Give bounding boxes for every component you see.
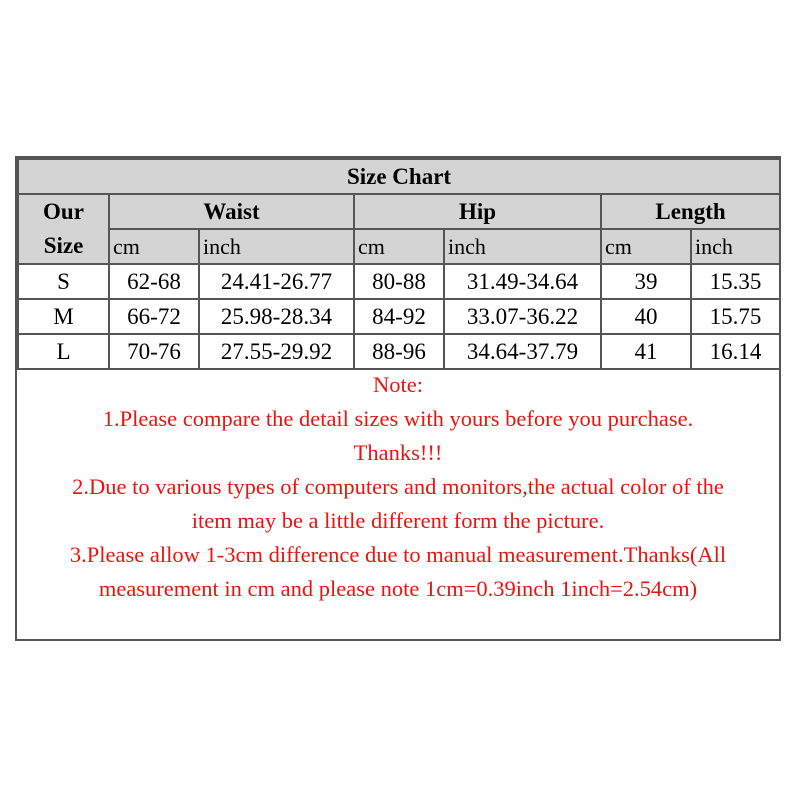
size-chart-box bbox=[15, 156, 781, 641]
waist-inch-cell: 25.98-28.34 bbox=[199, 299, 354, 334]
table-row bbox=[18, 264, 780, 299]
our-label: Our bbox=[43, 199, 84, 224]
waist-inch-header: inch bbox=[199, 229, 354, 264]
note-line: measurement in cm and please note 1cm=0.39inch 1inch=2.54cm) bbox=[98, 576, 698, 601]
waist-cm-header: cm bbox=[109, 229, 199, 264]
note-line: 2.Due to various types of computers and monitors,the actual color of the bbox=[72, 474, 724, 499]
size-cell: M bbox=[18, 299, 109, 334]
hip-header: Hip bbox=[354, 194, 601, 229]
hip-cm-cell: 88-96 bbox=[354, 334, 444, 369]
length-cm-cell: 41 bbox=[601, 334, 691, 369]
hip-inch-cell: 33.07-36.22 bbox=[444, 299, 601, 334]
table-row bbox=[18, 334, 780, 369]
hip-inch-header: inch bbox=[444, 229, 601, 264]
note-line: 3.Please allow 1-3cm difference due to manual measurement.Thanks(All bbox=[69, 542, 727, 567]
note-line: Thanks!!! bbox=[353, 440, 443, 465]
hip-inch-cell: 31.49-34.64 bbox=[444, 264, 601, 299]
length-cm-cell: 39 bbox=[601, 264, 691, 299]
waist-cm-cell: 70-76 bbox=[109, 334, 199, 369]
length-header: Length bbox=[601, 194, 780, 229]
hip-cm-header: cm bbox=[354, 229, 444, 264]
waist-cm-cell: 66-72 bbox=[109, 299, 199, 334]
length-inch-cell: 15.35 bbox=[691, 264, 780, 299]
length-cm-header: cm bbox=[601, 229, 691, 264]
hip-inch-cell: 34.64-37.79 bbox=[444, 334, 601, 369]
note-line: 1.Please compare the detail sizes with yours before you purchase. bbox=[102, 406, 694, 431]
length-inch-cell: 16.14 bbox=[691, 334, 780, 369]
length-inch-cell: 15.75 bbox=[691, 299, 780, 334]
waist-inch-cell: 24.41-26.77 bbox=[199, 264, 354, 299]
size-label: Size bbox=[43, 233, 84, 258]
chart-title: Size Chart bbox=[18, 159, 780, 194]
note-heading: Note: bbox=[373, 372, 423, 397]
hip-cm-cell: 84-92 bbox=[354, 299, 444, 334]
notes-section bbox=[17, 368, 779, 639]
size-cell: L bbox=[18, 334, 109, 369]
waist-header: Waist bbox=[109, 194, 354, 229]
hip-cm-cell: 80-88 bbox=[354, 264, 444, 299]
size-cell: S bbox=[18, 264, 109, 299]
size-chart-table bbox=[17, 158, 781, 370]
length-cm-cell: 40 bbox=[601, 299, 691, 334]
note-line: item may be a little different form the picture. bbox=[191, 508, 605, 533]
waist-inch-cell: 27.55-29.92 bbox=[199, 334, 354, 369]
length-inch-header: inch bbox=[691, 229, 780, 264]
our-size-header bbox=[18, 194, 109, 264]
table-row bbox=[18, 299, 780, 334]
waist-cm-cell: 62-68 bbox=[109, 264, 199, 299]
